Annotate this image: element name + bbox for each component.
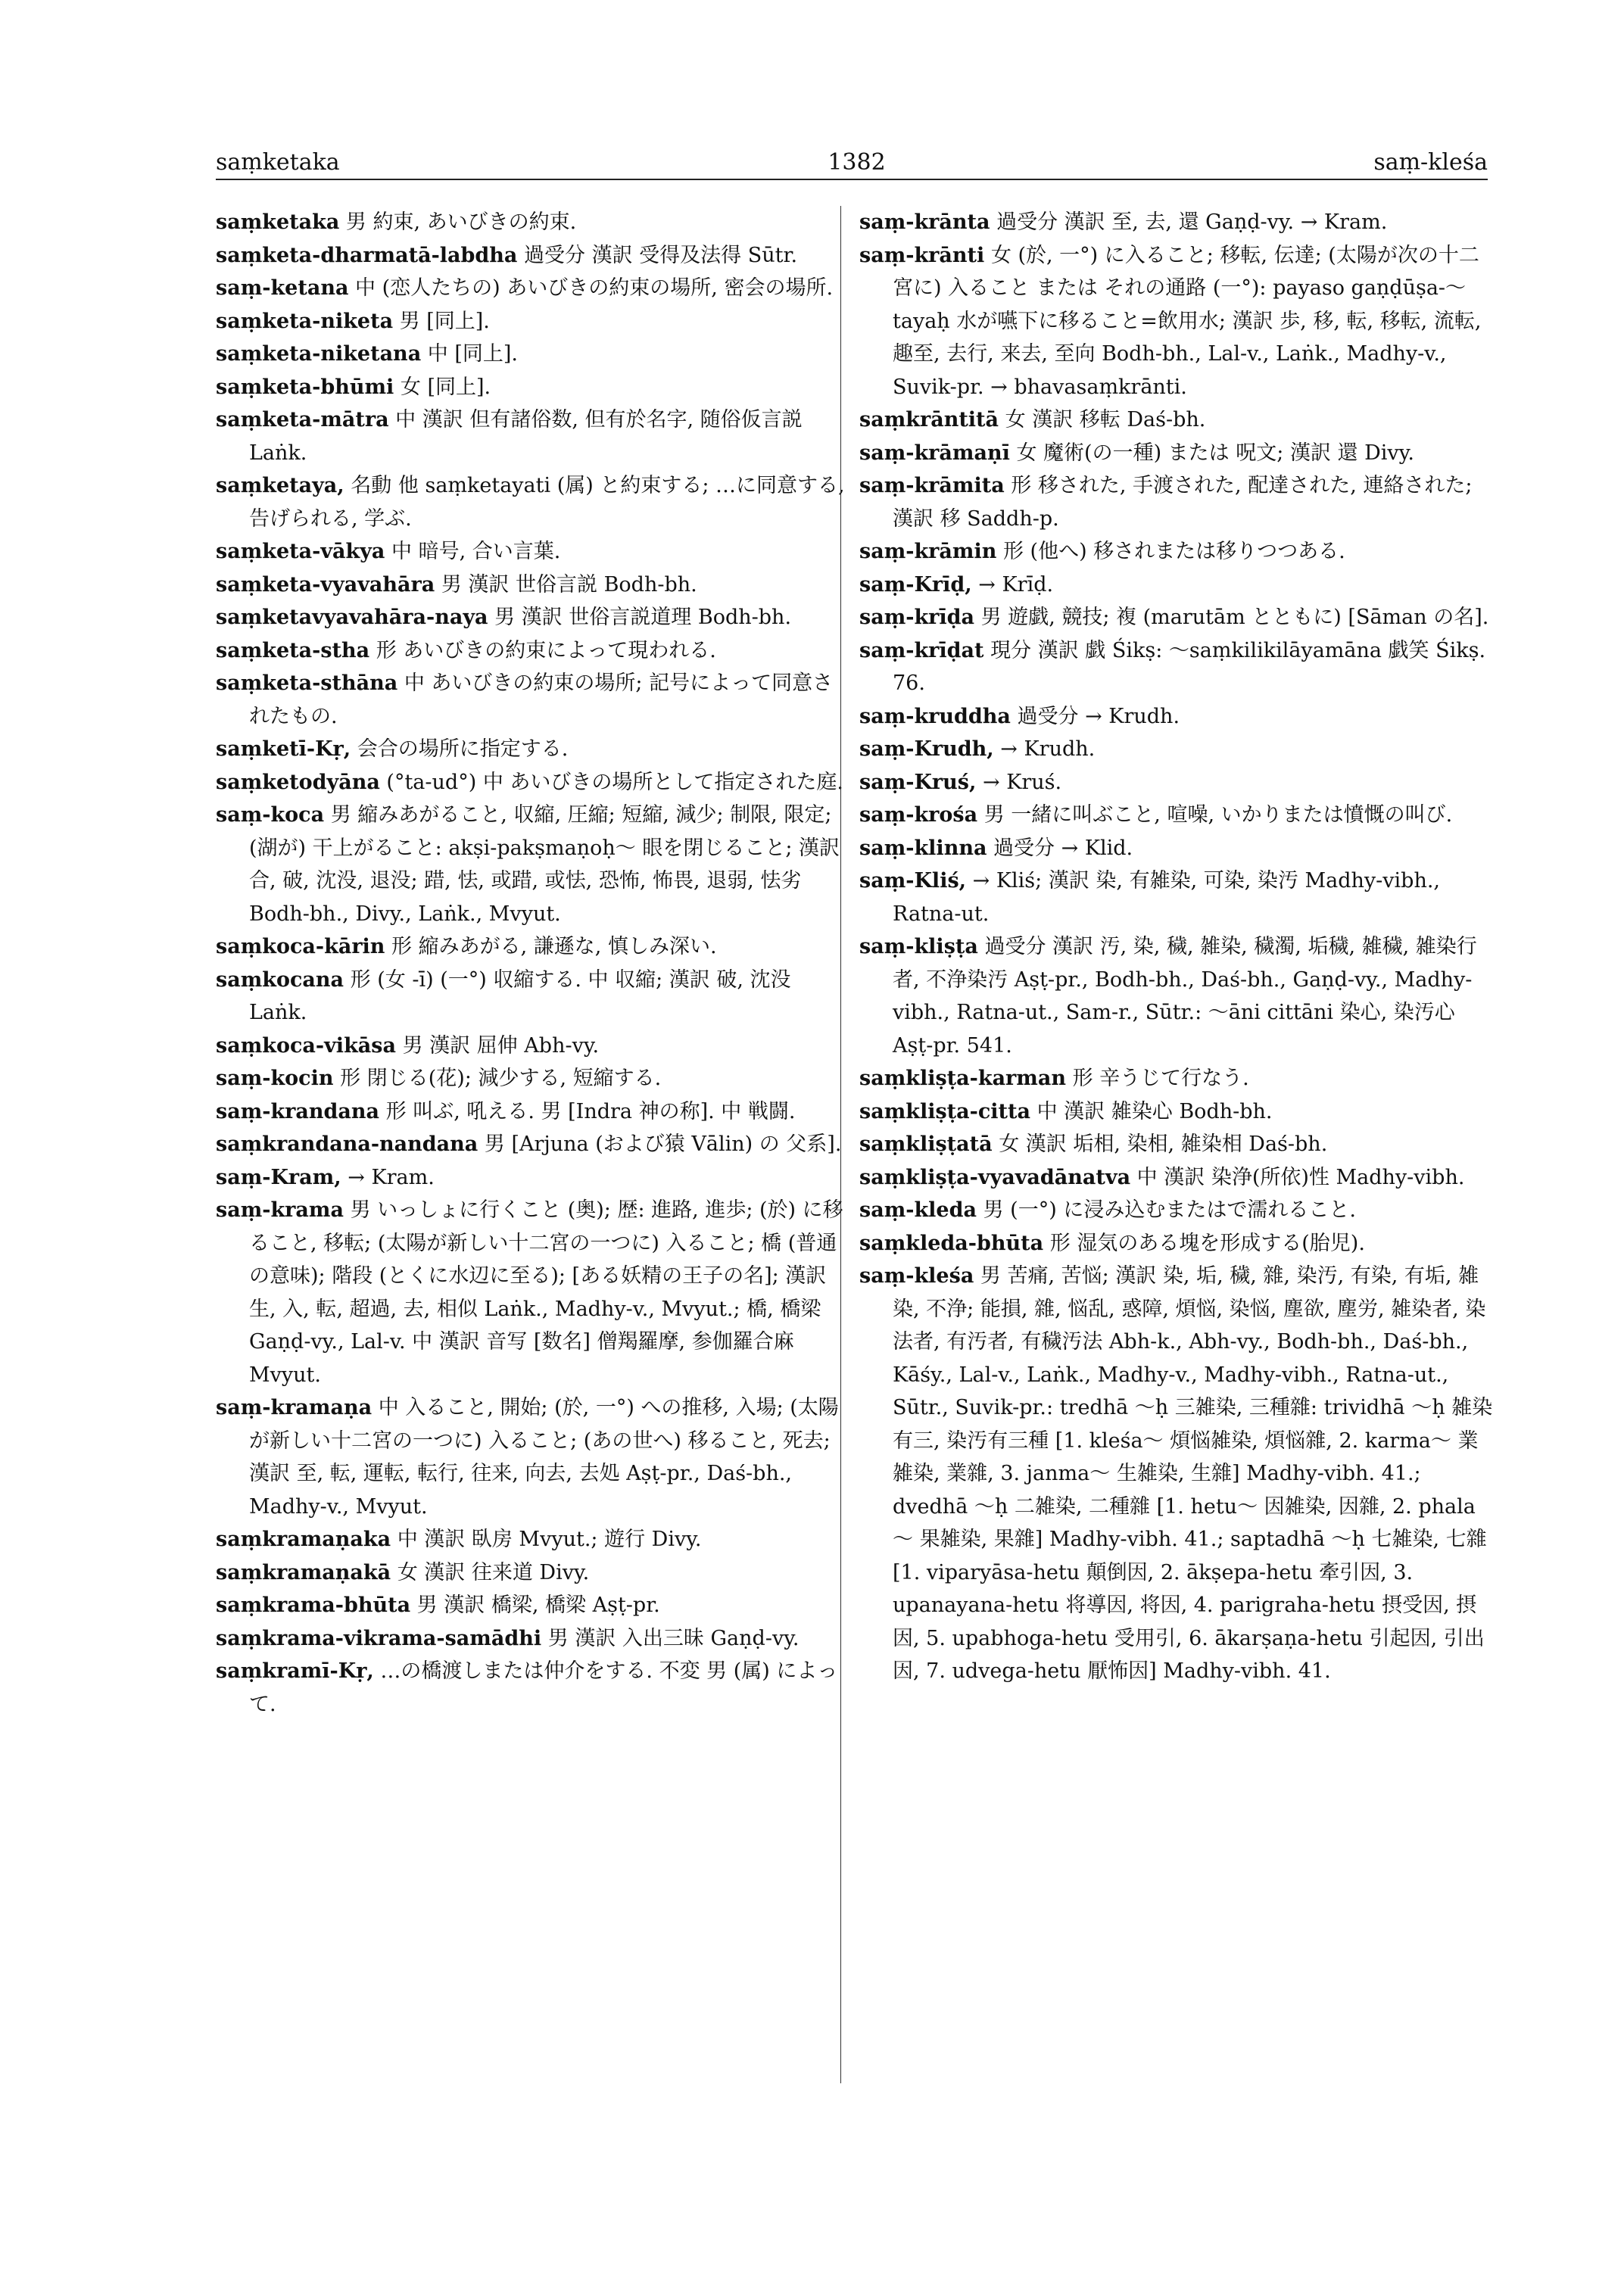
entry-definition: 現分 漢訳 戯 Śikṣ: ～saṃkilikilāyamāna 戯笑 Śikṣ. 76. bbox=[893, 638, 1486, 695]
entry-definition: 形 辛うじて行なう. bbox=[1072, 1067, 1249, 1090]
left-guide-word: saṃketaka bbox=[216, 149, 340, 176]
dictionary-entry bbox=[216, 601, 852, 634]
entry-headword: saṃketa-niketana bbox=[216, 342, 422, 366]
dictionary-entry bbox=[216, 766, 852, 799]
entry-definition: 中 漢訳 臥房 Mvyut.; 遊行 Divy. bbox=[397, 1528, 702, 1551]
dictionary-entry bbox=[859, 1062, 1495, 1095]
dictionary-entry bbox=[859, 733, 1495, 766]
entry-headword: saṃ-krāmita bbox=[859, 474, 1005, 497]
entry-headword: saṃ-kocin bbox=[216, 1067, 334, 1090]
entry-headword: saṃkliṣṭa-vyavadānatva bbox=[859, 1165, 1131, 1189]
entry-definition: 女 [同上]. bbox=[400, 375, 491, 399]
entry-definition: 男 漢訳 屈伸 Abh-vy. bbox=[402, 1033, 600, 1058]
dictionary-entry bbox=[216, 469, 852, 535]
dictionary-entry bbox=[859, 1260, 1495, 1688]
entry-definition: 男 [Arjuna (および猿 Vālin) の 父系]. bbox=[484, 1132, 842, 1156]
entry-definition: 形 (女 -ī) (一°) 収縮する. 中 収縮; 漢訳 破, 沈没 Laṅk. bbox=[249, 967, 791, 1024]
right-guide-word: saṃ-kleśa bbox=[1373, 149, 1488, 176]
entry-headword: saṃ-Krīḍ, bbox=[859, 572, 972, 597]
dictionary-entry bbox=[859, 1128, 1495, 1161]
entry-definition: 中 漢訳 但有諸俗数, 但有於名字, 随俗仮言説 Laṅk. bbox=[249, 408, 803, 465]
dictionary-entry bbox=[859, 865, 1495, 930]
entry-headword: saṃkrandana-nandana bbox=[216, 1132, 478, 1156]
entry-definition: 中 漢訳 雑染心 Bodh-bh. bbox=[1036, 1099, 1273, 1123]
dictionary-entry bbox=[216, 1095, 852, 1129]
dictionary-entry bbox=[859, 1161, 1495, 1195]
entry-headword: saṃ-krama bbox=[216, 1198, 344, 1222]
dictionary-entry bbox=[859, 1194, 1495, 1227]
entry-headword: saṃkliṣṭatā bbox=[859, 1132, 993, 1156]
entry-headword: saṃkliṣṭa-citta bbox=[859, 1099, 1030, 1123]
entry-definition: 形 湿気のある塊を形成する(胎児). bbox=[1049, 1231, 1365, 1255]
entry-definition: 男 漢訳 入出三昧 Gaṇḍ-vy. bbox=[547, 1626, 800, 1650]
dictionary-entry bbox=[859, 634, 1495, 700]
entry-definition: 女 漢訳 垢相, 染相, 雑染相 Daś-bh. bbox=[999, 1132, 1328, 1156]
entry-definition: → Krudh. bbox=[1000, 737, 1096, 761]
entry-definition: 男 (一°) に浸み込むまたはで濡れること. bbox=[983, 1198, 1356, 1222]
left-column bbox=[216, 206, 852, 1721]
page-number: 1382 bbox=[828, 149, 886, 176]
entry-definition: 形 閉じる(花); 減少する, 短縮する. bbox=[340, 1067, 662, 1090]
dictionary-entry bbox=[859, 239, 1495, 404]
entry-headword: saṃketa-niketa bbox=[216, 309, 394, 333]
entry-definition: 形 あいびきの約束によって現われる. bbox=[376, 638, 716, 662]
entry-headword: saṃ-Krudh, bbox=[859, 737, 994, 761]
entry-headword: saṃ-Kruś, bbox=[859, 770, 977, 794]
entry-definition: 名動 他 saṃketayati (属) と約束する; …に同意する, 告げられる, 学ぶ. bbox=[249, 474, 845, 531]
entry-definition: 男 遊戯, 競技; 複 (marutām とともに) [Sāman の名]. bbox=[980, 606, 1489, 629]
entry-definition: 過受分 → Klid. bbox=[993, 836, 1133, 860]
entry-definition: 男 漢訳 世俗言説 Bodh-bh. bbox=[441, 572, 697, 597]
dictionary-entry bbox=[216, 930, 852, 964]
entry-definition: 男 苦痛, 苦悩; 漢訳 染, 垢, 穢, 雜, 染汚, 有染, 有垢, 雑染, 不浄; 能損, 雜, 悩乱, 惑障, 煩悩, 染悩, 塵欲, 塵労, 雑染者, 染法者, 有汚者, 有穢汚法 Abh-k., Abh-vy., Bodh-bh., Daś-bh., Kāśy., Lal-v., Laṅk., Madhy-v., Madhy-vibh., Ratna-ut., Sūtr., Suvik-pr.: tredhā ～ḥ 三雑染, 三種雜: trividhā ～ḥ 雑染有三, 染汚有三種 [1. kleśa～ 煩悩雑染, 煩悩雜, 2. karma～ 業雑染, 業雜, 3. janma～ 生雑染, 生雜] Madhy-vibh. 41.; dvedhā ～ḥ 二雑染, 二種雜 [1. hetu～ 因雑染, 因雜, 2. phala～ 果雑染, 果雜] Madhy-vibh. 41.; saptadhā ～ḥ 七雑染, 七雜 [1. viparyāsa-hetu 顛倒因, 2. ākṣepa-hetu 牽引因, 3. upanayana-hetu 将導因, 将因, 4. parigraha-hetu 摂受因, 摂因, 5. upabhoga-hetu 受用引, 6. ākarṣaṇa-hetu 引起因, 引出因, 7. udvega-hetu 厭怖因] Madhy-vibh. 41. bbox=[893, 1264, 1493, 1683]
entry-headword: saṃkramī-Kṛ, bbox=[216, 1659, 374, 1683]
entry-headword: saṃkoca-vikāsa bbox=[216, 1033, 396, 1058]
dictionary-entry bbox=[216, 667, 852, 733]
entry-headword: saṃ-kleda bbox=[859, 1198, 977, 1222]
entry-definition: 形 縮みあがる, 謙遜な, 慎しみ深い. bbox=[391, 935, 717, 958]
entry-headword: saṃ-kramaṇa bbox=[216, 1396, 372, 1419]
dictionary-entry bbox=[216, 1523, 852, 1556]
dictionary-entry bbox=[859, 930, 1495, 1062]
entry-definition: 中 暗号, 合い言葉. bbox=[391, 540, 561, 563]
entry-definition: 過受分 漢訳 受得及法得 Sūtr. bbox=[524, 243, 798, 267]
entry-headword: saṃ-krāmin bbox=[859, 540, 997, 563]
entry-headword: saṃketaya, bbox=[216, 474, 344, 497]
entry-headword: saṃkocana bbox=[216, 967, 344, 992]
entry-definition: → Krīḍ. bbox=[978, 572, 1054, 597]
entry-headword: saṃkrama-vikrama-samādhi bbox=[216, 1626, 542, 1650]
entry-definition: 男 漢訳 橋梁, 橋梁 Aṣṭ-pr. bbox=[416, 1594, 660, 1617]
entry-headword: saṃkleda-bhūta bbox=[859, 1231, 1044, 1255]
entry-definition: 過受分 → Krudh. bbox=[1017, 704, 1180, 728]
dictionary-entry bbox=[859, 832, 1495, 865]
dictionary-entry bbox=[216, 371, 852, 404]
entry-definition: 女 漢訳 往来道 Divy. bbox=[397, 1560, 590, 1584]
dictionary-entry bbox=[216, 535, 852, 569]
dictionary-entry bbox=[216, 239, 852, 273]
entry-headword: saṃkramaṇakā bbox=[216, 1560, 391, 1584]
dictionary-entry bbox=[859, 766, 1495, 799]
entry-definition: 女 漢訳 移転 Daś-bh. bbox=[1005, 408, 1206, 431]
dictionary-entry bbox=[859, 1095, 1495, 1129]
entry-definition: …の橋渡しまたは仲介をする. 不変 男 (属) によって. bbox=[249, 1659, 838, 1716]
entry-definition: 中 あいびきの約束の場所; 記号によって同意されたもの. bbox=[249, 671, 834, 728]
dictionary-entry bbox=[216, 1622, 852, 1656]
entry-definition: → Kram. bbox=[348, 1165, 435, 1189]
entry-headword: saṃketaka bbox=[216, 210, 340, 234]
entry-headword: saṃketa-vākya bbox=[216, 540, 385, 563]
dictionary-entry bbox=[859, 403, 1495, 437]
entry-definition: 男 縮みあがること, 収縮, 圧縮; 短縮, 減少; 制限, 限定; (湖が) 干上がること: akṣi-pakṣmaṇoḥ～ 眼を閉じること; 漢訳 合, 破, 沈没, 退没; 踖, 怯, 或踖, 或怯, 恐怖, 怖畏, 退弱, 怯劣 Bodh-bh., Divy., Laṅk., Mvyut. bbox=[249, 803, 840, 926]
entry-definition: 男 [同上]. bbox=[399, 309, 490, 333]
entry-headword: saṃketavyavahāra-naya bbox=[216, 606, 488, 629]
entry-headword: saṃketa-bhūmi bbox=[216, 375, 394, 399]
entry-definition: 男 いっしょに行くこと (奥); 歴: 進路, 進歩; (於) に移ること, 移転; (太陽が新しい十二宮の一つに) 入ること; 橋 (普通の意味); 階段 (とくに水辺に至る); [ある妖精の王子の名]; 漢訳 生, 入, 転, 超過, 去, 相似 Laṅk., Madhy-v., Mvyut.; 橋, 橋梁 Gaṇḍ-vy., Lal-v. 中 漢訳 音写 [数名] 僧羯羅摩, 参伽羅合麻 Mvyut. bbox=[249, 1198, 843, 1387]
column-divider bbox=[840, 206, 841, 2083]
entry-definition: → Kruś. bbox=[983, 770, 1062, 794]
entry-headword: saṃ-kliṣṭa bbox=[859, 935, 978, 958]
entry-headword: saṃketa-mātra bbox=[216, 408, 389, 431]
dictionary-entry bbox=[216, 1062, 852, 1095]
entry-headword: saṃketa-sthāna bbox=[216, 671, 398, 695]
dictionary-entry bbox=[859, 700, 1495, 734]
entry-headword: saṃ-krandana bbox=[216, 1099, 380, 1123]
dictionary-entry bbox=[216, 1161, 852, 1195]
entry-definition: 中 [同上]. bbox=[427, 342, 519, 366]
entry-headword: saṃketa-stha bbox=[216, 638, 370, 662]
entry-headword: saṃ-krīḍat bbox=[859, 638, 984, 662]
entry-headword: saṃkliṣṭa-karman bbox=[859, 1067, 1066, 1090]
entry-headword: saṃkoca-kārin bbox=[216, 935, 385, 958]
dictionary-entry bbox=[859, 569, 1495, 602]
entry-headword: saṃ-klinna bbox=[859, 836, 987, 860]
entry-definition: 男 一緒に叫ぶこと, 喧噪, いかりまたは憤慨の叫び. bbox=[983, 803, 1453, 827]
entry-headword: saṃketī-Kṛ, bbox=[216, 737, 351, 761]
entry-definition: 男 約束, あいびきの約束. bbox=[345, 210, 577, 234]
dictionary-entry bbox=[216, 1589, 852, 1622]
entry-definition: → Kliś; 漢訳 染, 有雑染, 可染, 染汚 Madhy-vibh., Ratna-ut. bbox=[893, 869, 1441, 926]
entry-definition: 会合の場所に指定する. bbox=[357, 737, 569, 761]
entry-headword: saṃ-krīḍa bbox=[859, 606, 975, 629]
dictionary-entry bbox=[216, 1128, 852, 1161]
entry-definition: 過受分 漢訳 至, 去, 還 Gaṇḍ-vy. → Kram. bbox=[996, 210, 1388, 234]
entry-headword: saṃ-krāmaṇī bbox=[859, 441, 1010, 465]
entry-headword: saṃ-krānta bbox=[859, 210, 990, 234]
dictionary-entry bbox=[859, 206, 1495, 239]
dictionary-entry bbox=[216, 1030, 852, 1063]
dictionary-entry bbox=[216, 634, 852, 668]
entry-headword: saṃ-krānti bbox=[859, 243, 985, 267]
entry-headword: saṃ-krośa bbox=[859, 803, 978, 827]
dictionary-entry bbox=[216, 338, 852, 371]
dictionary-entry bbox=[859, 601, 1495, 634]
entry-headword: saṃkramaṇaka bbox=[216, 1528, 391, 1551]
entry-headword: saṃkrama-bhūta bbox=[216, 1594, 411, 1617]
entry-definition: 形 叫ぶ, 吼える. 男 [Indra 神の称]. 中 戦闘. bbox=[385, 1099, 796, 1123]
dictionary-entry bbox=[859, 535, 1495, 569]
entry-headword: saṃ-kleśa bbox=[859, 1264, 974, 1288]
entry-headword: saṃkrāntitā bbox=[859, 408, 999, 431]
page-header bbox=[216, 141, 1488, 176]
entry-definition: 形 (他へ) 移されまたは移りつつある. bbox=[1002, 540, 1345, 563]
entry-definition: 形 移された, 手渡された, 配達された, 連絡された; 漢訳 移 Saddh-p. bbox=[893, 474, 1473, 531]
entry-headword: saṃ-kruddha bbox=[859, 704, 1011, 728]
entry-headword: saṃketa-vyavahāra bbox=[216, 572, 435, 597]
dictionary-entry bbox=[216, 1556, 852, 1590]
entry-definition: 女 魔術(の一種) または 呪文; 漢訳 還 Divy. bbox=[1016, 441, 1414, 465]
dictionary-entry bbox=[859, 469, 1495, 535]
dictionary-entry bbox=[216, 305, 852, 338]
dictionary-entry bbox=[859, 1227, 1495, 1260]
dictionary-entry bbox=[859, 799, 1495, 832]
dictionary-entry bbox=[216, 799, 852, 930]
dictionary-entry bbox=[216, 964, 852, 1030]
dictionary-entry bbox=[216, 1391, 852, 1523]
entry-definition: 中 漢訳 染浄(所依)性 Madhy-vibh. bbox=[1136, 1165, 1465, 1189]
entry-definition: 女 (於, 一°) に入ること; 移転, 伝達; (太陽が次の十二宮に) 入ること または それの通路 (一°): payaso gaṇḍūṣa-～tayaḥ 水が嚥下に移ること=飲用水; 漢訳 歩, 移, 転, 移転, 流転, 趣至, 去行, 来去, 至向 Bodh-bh., Lal-v., Laṅk., Madhy-v., Suvik-pr. → bhavasaṃkrānti. bbox=[893, 243, 1482, 399]
entry-headword: saṃ-koca bbox=[216, 803, 325, 827]
entry-headword: saṃ-Kram, bbox=[216, 1165, 341, 1189]
dictionary-entry bbox=[216, 1655, 852, 1721]
dictionary-entry bbox=[216, 1194, 852, 1391]
dictionary-entry bbox=[216, 733, 852, 766]
dictionary-entry bbox=[216, 403, 852, 469]
dictionary-entry bbox=[216, 206, 852, 239]
header-rule bbox=[216, 179, 1488, 180]
right-column bbox=[859, 206, 1495, 1688]
entry-headword: saṃketodyāna bbox=[216, 770, 380, 794]
entry-definition: 中 (恋人たちの) あいびきの約束の場所, 密会の場所. bbox=[355, 276, 834, 300]
entry-headword: saṃ-ketana bbox=[216, 276, 349, 300]
entry-definition: 男 漢訳 世俗言説道理 Bodh-bh. bbox=[494, 606, 792, 629]
dictionary-entry bbox=[859, 437, 1495, 470]
entry-headword: saṃ-Kliś, bbox=[859, 869, 967, 893]
entry-definition: 過受分 漢訳 汚, 染, 穢, 雑染, 穢濁, 垢穢, 雑穢, 雑染行者, 不浄染汚 Aṣṭ-pr., Bodh-bh., Daś-bh., Gaṇḍ-vy., Madhy-vibh., Ratna-ut., Sam-r., Sūtr.: ～āni cittāni 染心, 染汚心 Aṣṭ-pr. 541. bbox=[893, 935, 1477, 1058]
entry-headword: saṃketa-dharmatā-labdha bbox=[216, 243, 518, 267]
entry-definition: 中 入ること, 開始; (於, 一°) への推移, 入場; (太陽が新しい十二宮の一つに) 入ること; (あの世へ) 移ること, 死去; 漢訳 至, 転, 運転, 転行, 往来, 向去, 去処 Aṣṭ-pr., Daś-bh., Madhy-v., Mvyut. bbox=[249, 1396, 839, 1519]
entry-definition: (°ta-ud°) 中 あいびきの場所として指定された庭. bbox=[386, 770, 843, 794]
dictionary-entry bbox=[216, 569, 852, 602]
dictionary-entry bbox=[216, 272, 852, 305]
